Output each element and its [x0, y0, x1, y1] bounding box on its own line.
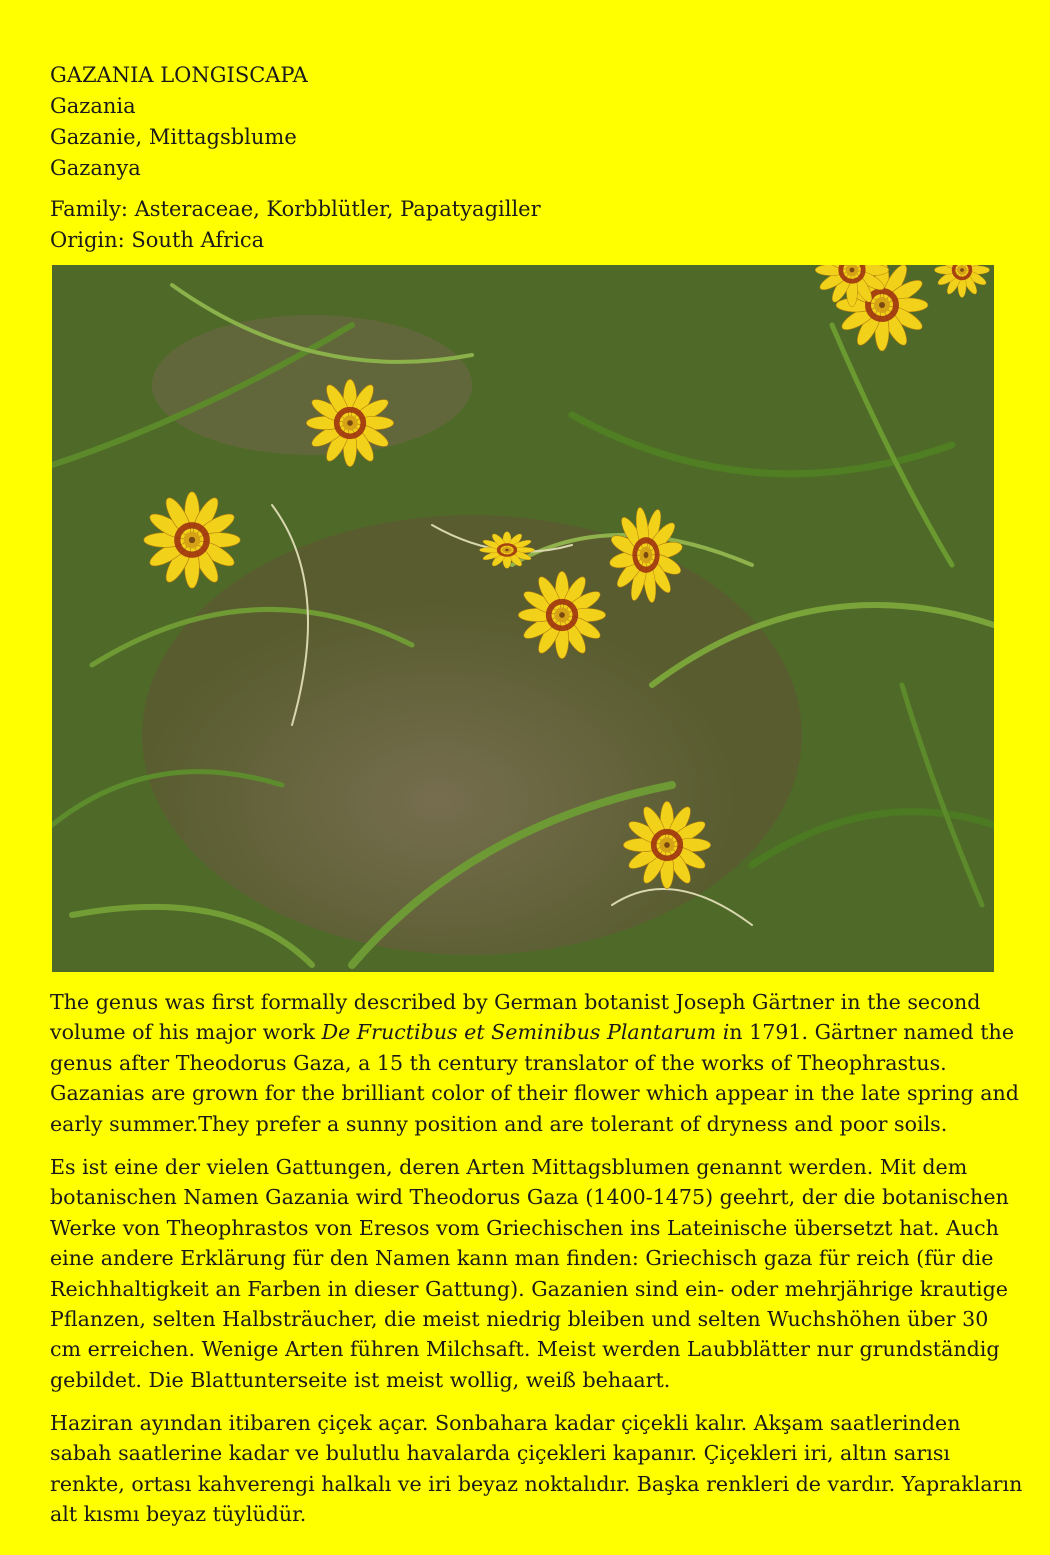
plant-photo	[52, 265, 994, 972]
turkish-text: Haziran ayından itibaren çiçek açar. Sonbahara kadar çiçekli kalır. Akşam saatlerinden sabah saatlerine kadar ve bulutlu havalarda çiçekleri kapanır. Çiçekleri iri, altın sarısı renkte, ortası kahverengi halkalı ve iri beyaz noktalıdır. Başka renkleri de vardır. Yaprakların alt kısmı beyaz tüylüdür.	[50, 1411, 1023, 1527]
family-line: Family: Asteraceae, Korbblütler, Papatyagiller	[50, 197, 541, 221]
german-paragraph	[50, 1152, 1025, 1395]
plant-meta	[50, 194, 541, 256]
turkish-name: Gazanya	[50, 156, 141, 180]
english-paragraph	[50, 987, 1025, 1139]
plant-names	[50, 60, 308, 184]
origin-line: Origin: South Africa	[50, 228, 265, 252]
english-text-part1: The genus was first formally described by German botanist Joseph Gärtner in the second volume of his major work	[50, 990, 981, 1045]
gazania-photo-illustration	[52, 265, 994, 972]
turkish-paragraph	[50, 1408, 1025, 1530]
book-title: De Fructibus et Seminibus Plantarum i	[321, 1020, 730, 1045]
scientific-name: GAZANIA LONGISCAPA	[50, 63, 308, 87]
english-text-part2: n 1791. Gärtner named the genus after Theodorus Gaza, a 15 th century translator of the works of Theophrastus. Gazanias are grown for the brilliant color of their flower which appear in the late spring and early summer.They prefer a sunny position and are tolerant of dryness and poor soils.	[50, 1020, 1019, 1136]
english-name: Gazania	[50, 94, 136, 118]
german-text: Es ist eine der vielen Gattungen, deren Arten Mittagsblumen genannt werden. Mit dem botanischen Namen Gazania wird Theodorus Gaza (1400-1475) geehrt, der die botanischen Werke von Theophrastos von Eresos vom Griechischen ins Lateinische übersetzt hat. Auch eine andere Erklärung für den Namen kann man finden: Griechisch gaza für reich (für die Reichhaltigkeit an Farben in dieser Gattung). Gazanien sind ein- oder mehrjährige krautige Pflanzen, selten Halbsträucher, die meist niedrig bleiben und selten Wuchshöhen über 30 cm erreichen. Wenige Arten führen Milchsaft. Meist werden Laubblätter nur grundständig gebildet. Die Blattunterseite ist meist wollig, weiß behaart.	[50, 1155, 1009, 1392]
german-name: Gazanie, Mittagsblume	[50, 125, 297, 149]
